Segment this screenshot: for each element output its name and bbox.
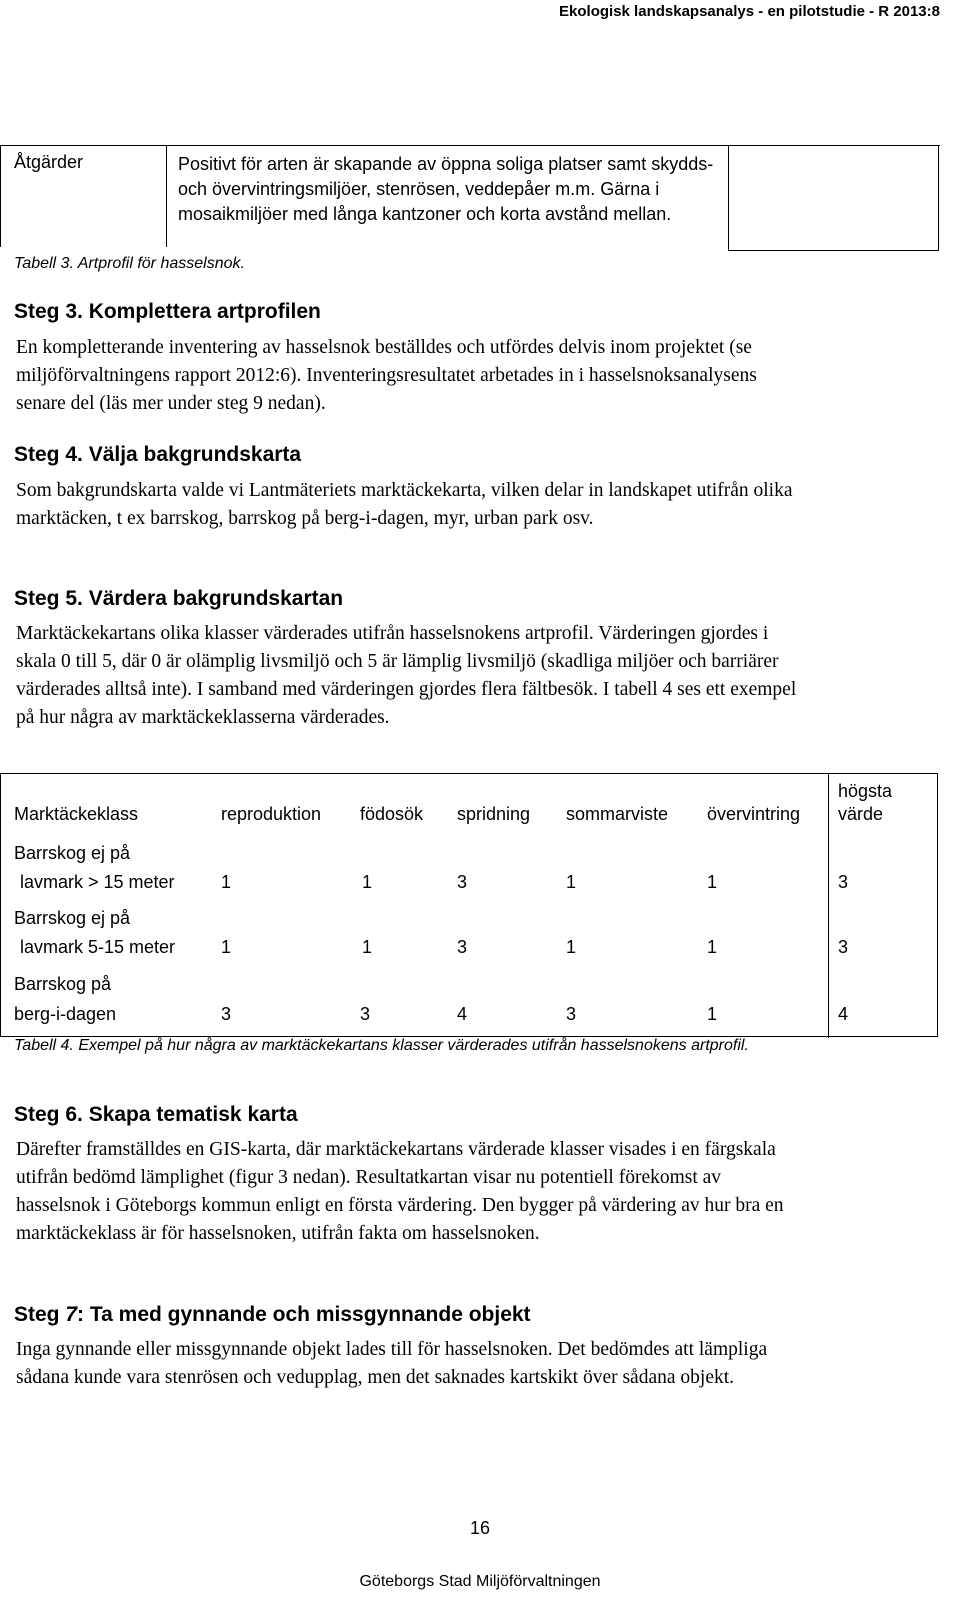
table4-cell: 4 <box>457 1004 468 1024</box>
table4-header: sommarviste <box>566 804 669 824</box>
table4-row-class: lavmark > 15 meter <box>20 872 175 892</box>
table3-divider <box>166 145 167 247</box>
table4-row-class: berg-i-dagen <box>14 1004 117 1024</box>
running-header: Ekologisk landskapsanalys - en pilotstudie - R 2013:8 <box>559 3 940 20</box>
table4-cell: 1 <box>362 872 373 892</box>
table4-row-class: Barrskog på <box>14 974 112 994</box>
footer-organization: Göteborgs Stad Miljöförvaltningen <box>359 1573 601 1590</box>
table4-cell: 1 <box>707 937 718 957</box>
table4-cell: 1 <box>362 937 373 957</box>
table3-text: Positivt för arten är skapande av öppna soliga platser samt skydds- och övervintringsmiljöer, stenrösen, veddepåer m.m. Gärna i mosaikmiljöer med långa kantzoner och korta avstånd mellan. <box>178 154 714 224</box>
step3-body: En kompletterande inventering av hasselsnok beställdes och utfördes delvis inom projektet (se miljöförvaltningens rapport 2012:6). Inventeringsresultatet arbetades in i hasselsnoksanalysens senare del (läs mer under steg 9 nedan). <box>16 337 757 414</box>
table4-row-class: Barrskog ej på <box>14 908 131 928</box>
step5-body: Marktäckekartans olika klasser värderades utifrån hasselsnokens artprofil. Värderingen gjordes i skala 0 till 5, där 0 är olämplig livsmiljö och 5 är lämplig livsmiljö (skadliga miljöer och barriärer värderades alltså inte). I samband med värderingen gjordes flera fältbesök. I tabell 4 ses ett exempel på hur några av marktäckeklasserna värderades. <box>16 623 797 728</box>
table4-cell: 3 <box>360 1004 371 1024</box>
table4-cell: 1 <box>707 1004 718 1024</box>
step5-heading: Steg 5. Värdera bakgrundskartan <box>14 587 344 610</box>
step4-body: Som bakgrundskarta valde vi Lantmäteriets marktäckekarta, vilken delar in landskapet utifrån olika marktäcken, t ex barrskog, barrskog på berg-i-dagen, myr, urban park osv. <box>16 480 793 529</box>
table4-header: högsta <box>838 781 893 801</box>
table3-border-top <box>0 145 940 146</box>
table4-header: spridning <box>457 804 531 824</box>
table4-header: Marktäckeklass <box>14 804 139 824</box>
step7-heading <box>14 1303 531 1327</box>
table4-header: reproduktion <box>221 804 322 824</box>
table4-cell: 1 <box>566 937 577 957</box>
step7-body: Inga gynnande eller missgynnande objekt lades till för hasselsnoken. Det bedömdes att lämpliga sådana kunde vara stenrösen och vedupplag, men det saknades kartskikt över sådana objekt. <box>16 1339 768 1388</box>
table4-row-class: lavmark 5-15 meter <box>20 937 176 957</box>
step6-heading: Steg 6. Skapa tematisk karta <box>14 1103 298 1126</box>
table4-cell: 3 <box>457 937 468 957</box>
table4-cell: 1 <box>566 872 577 892</box>
table4-divider <box>828 773 829 1038</box>
table4-cell: 1 <box>221 937 232 957</box>
table3-caption: Tabell 3. Artprofil för hasselsnok. <box>14 255 245 272</box>
table4-row-class: Barrskog ej på <box>14 843 131 863</box>
table4-header: övervintring <box>707 804 801 824</box>
table4-cell: 3 <box>221 1004 232 1024</box>
table4-header: födosök <box>360 804 424 824</box>
table3-label: Åtgärder <box>14 152 84 172</box>
table3-border-left <box>0 145 1 247</box>
step6-body: Därefter framställdes en GIS-karta, där marktäckekartans värderade klasser visades i en färgskala utifrån bedömd lämplighet (figur 3 nedan). Resultatkartan visar nu potentiell förekomst av hasselsnok i Göteborgs kommun enligt en första värdering. Den bygger på värdering av hur bra en marktäckeklass är för hasselsnoken, utifrån fakta om hasselsnoken. <box>16 1139 784 1244</box>
table4-cell: 1 <box>221 872 232 892</box>
table4-cell: 3 <box>838 937 849 957</box>
table4-caption: Tabell 4. Exempel på hur några av marktäckekartans klasser värderades utifrån hasselsnokens artprofil. <box>14 1037 749 1054</box>
step7-heading-number: 7 <box>65 1303 78 1326</box>
table4-cell: 4 <box>838 1004 849 1024</box>
table3-border-bottom <box>728 250 939 251</box>
table4-cell: 3 <box>457 872 468 892</box>
table3-border-right <box>938 145 939 250</box>
table3-divider <box>728 145 729 250</box>
table4-cell: 1 <box>707 872 718 892</box>
step7-heading-prefix: Steg <box>14 1303 66 1326</box>
step3-heading: Steg 3. Komplettera artprofilen <box>14 300 321 323</box>
step7-heading-rest: : Ta med gynnande och missgynnande objekt <box>77 1303 531 1326</box>
table4-cell: 3 <box>838 872 849 892</box>
table4-cell: 3 <box>566 1004 577 1024</box>
table4-header: värde <box>838 804 884 824</box>
step4-heading: Steg 4. Välja bakgrundskarta <box>14 443 302 466</box>
page-number: 16 <box>469 1518 491 1538</box>
